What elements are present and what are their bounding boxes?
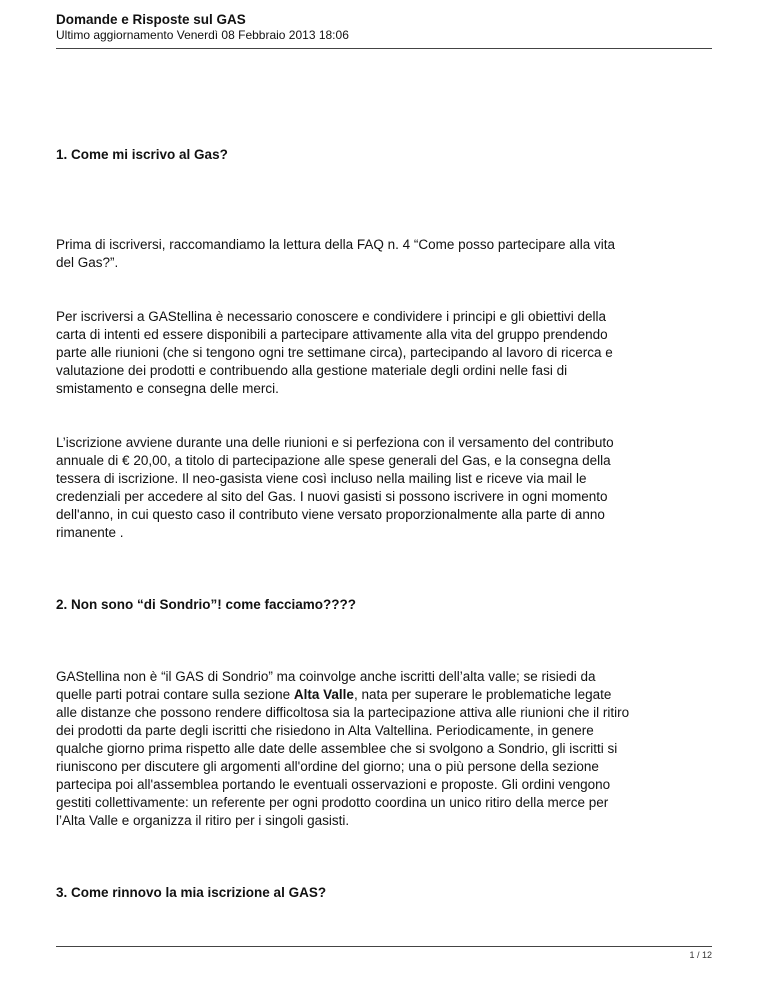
faq-answer-1-paragraph-3 xyxy=(56,434,716,542)
text-line: valutazione dei prodotti e contribuendo alla gestione materiale degli ordini nelle fasi di xyxy=(56,363,568,378)
text-line: credenziali per accedere al sito del Gas. I nuovi gasisti si possono iscrivere in ogni momento xyxy=(56,489,608,504)
alta-valle-emphasis: Alta Valle xyxy=(293,687,354,702)
footer-divider xyxy=(56,946,712,947)
text-line: Per iscriversi a GAStellina è necessario conoscere e condividere i principi e gli obiettivi della xyxy=(56,309,607,324)
text-line: rimanente . xyxy=(56,525,124,540)
faq-question-1: 1. Come mi iscrivo al Gas? xyxy=(56,147,228,162)
header-divider xyxy=(56,48,712,49)
text-line: dei prodotti da parte degli iscritti che risiedono in Alta Valtellina. Periodicamente, in genere xyxy=(56,723,594,738)
faq-question-2: 2. Non sono “di Sondrio”! come facciamo???? xyxy=(56,597,357,612)
text-line: partecipa poi all'assemblea portando le eventuali osservazioni e proposte. Gli ordini vengono xyxy=(56,777,611,792)
text-line: parte alle riunioni (che si tengono ogni tre settimane circa), partecipando al lavoro di ricerca e xyxy=(56,345,613,360)
text-line: L’iscrizione avviene durante una delle riunioni e si perfeziona con il versamento del contributo xyxy=(56,435,614,450)
text-segment: , nata per superare le problematiche legate xyxy=(353,687,612,702)
page-number: 1 / 12 xyxy=(689,950,712,960)
text-segment: quelle parti potrai contare sulla sezione xyxy=(56,687,294,702)
text-line: del Gas?”. xyxy=(56,255,119,270)
text-line: qualche giorno prima rispetto alle date delle assemblee che si svolgono a Sondrio, gli iscritti si xyxy=(56,741,618,756)
page-header xyxy=(56,12,712,43)
text-line: tessera di iscrizione. Il neo-gasista viene così incluso nella mailing list e riceve via mail le xyxy=(56,471,587,486)
faq-answer-1-paragraph-1 xyxy=(56,236,716,272)
text-line xyxy=(56,686,716,704)
text-line: annuale di € 20,00, a titolo di partecipazione alle spese generali del Gas, e la consegna della xyxy=(56,453,611,468)
text-line: riuniscono per discutere gli argomenti all'ordine del giorno; una o più persone della sezione xyxy=(56,759,599,774)
text-line: carta di intenti ed essere disponibili a partecipare attivamente alla vita del gruppo prendendo xyxy=(56,327,608,342)
faq-answer-1-paragraph-2 xyxy=(56,308,716,398)
last-updated: Ultimo aggiornamento Venerdì 08 Febbraio 2013 18:06 xyxy=(56,28,349,42)
text-line: l’Alta Valle e organizza il ritiro per i singoli gasisti. xyxy=(56,813,350,828)
document-title: Domande e Risposte sul GAS xyxy=(56,12,246,27)
text-line: gestiti collettivamente: un referente per ogni prodotto coordina un unico ritiro della merce per xyxy=(56,795,609,810)
text-line: dell'anno, in cui questo caso il contributo viene versato proporzionalmente alla parte di anno xyxy=(56,507,605,522)
faq-question-3: 3. Come rinnovo la mia iscrizione al GAS? xyxy=(56,885,327,900)
text-line: Prima di iscriversi, raccomandiamo la lettura della FAQ n. 4 “Come posso partecipare alla vita xyxy=(56,237,615,252)
text-line: GAStellina non è “il GAS di Sondrio” ma coinvolge anche iscritti dell’alta valle; se risiedi da xyxy=(56,669,596,684)
text-line: alle distanze che possono rendere difficoltosa sia la partecipazione attiva alle riunioni che il ritiro xyxy=(56,705,630,720)
faq-answer-2-paragraph-1 xyxy=(56,668,716,830)
text-line: smistamento e consegna delle merci. xyxy=(56,381,279,396)
